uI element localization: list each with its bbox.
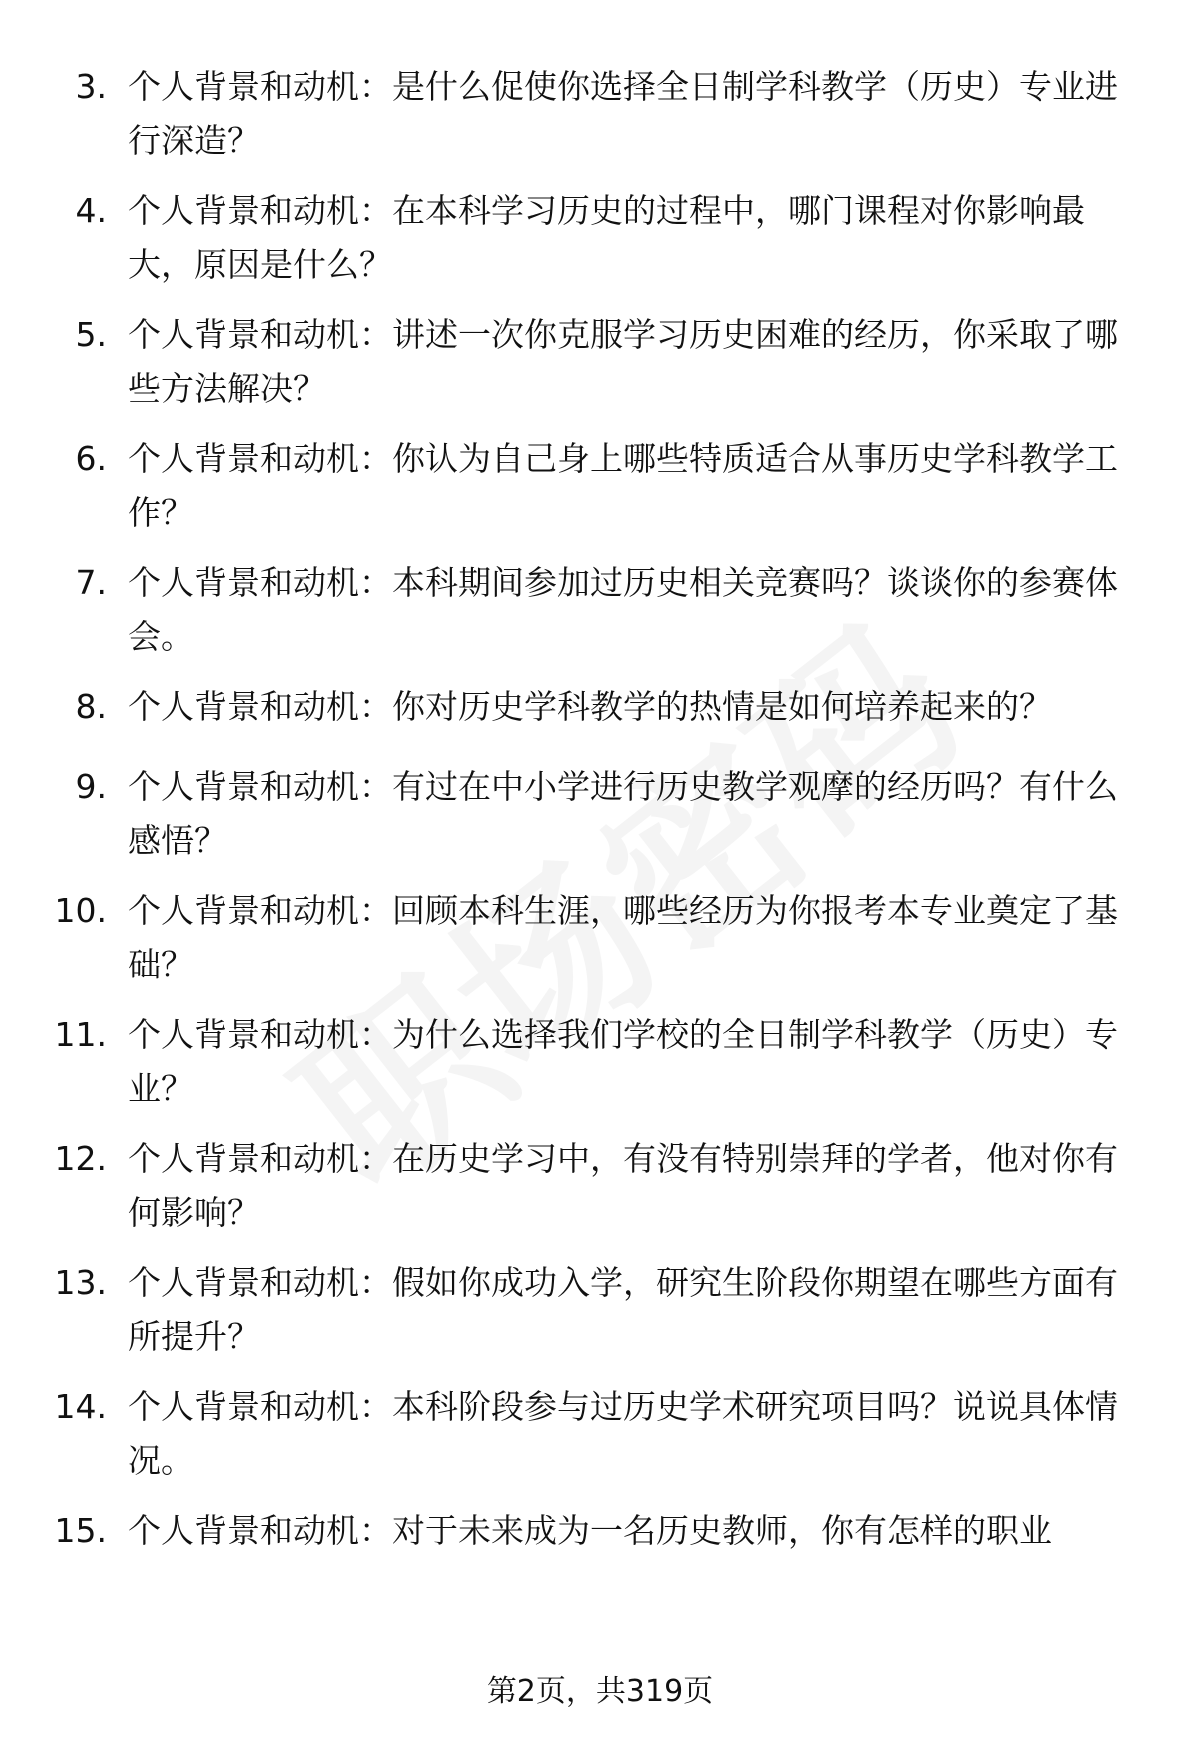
question-text: 个人背景和动机：在历史学习中，有没有特别崇拜的学者，他对你有何影响？ xyxy=(128,1139,1118,1232)
list-item xyxy=(0,308,1200,432)
question-number: 8. xyxy=(75,687,107,726)
list-item xyxy=(0,1504,1200,1564)
question-text: 个人背景和动机：本科阶段参与过历史学术研究项目吗？说说具体情况。 xyxy=(128,1387,1118,1480)
question-number: 12. xyxy=(54,1139,107,1178)
question-number: 5. xyxy=(75,315,107,354)
question-text: 个人背景和动机：假如你成功入学，研究生阶段你期望在哪些方面有所提升？ xyxy=(128,1263,1118,1356)
question-number: 6. xyxy=(75,439,107,478)
question-text: 个人背景和动机：回顾本科生涯，哪些经历为你报考本专业奠定了基础？ xyxy=(128,891,1118,984)
list-item xyxy=(0,1380,1200,1504)
question-number: 10. xyxy=(54,891,107,930)
list-item xyxy=(0,1132,1200,1256)
question-number: 4. xyxy=(75,191,107,230)
question-text: 个人背景和动机：你对历史学科教学的热情是如何培养起来的？ xyxy=(128,687,1052,726)
page-footer: 第2页，共319页 xyxy=(486,1674,714,1709)
question-text: 个人背景和动机：讲述一次你克服学习历史困难的经历，你采取了哪些方法解决？ xyxy=(128,315,1118,408)
list-item xyxy=(0,884,1200,1008)
question-text: 个人背景和动机：为什么选择我们学校的全日制学科教学（历史）专业？ xyxy=(128,1015,1118,1108)
list-item xyxy=(0,432,1200,556)
list-item xyxy=(0,184,1200,308)
list-item xyxy=(0,60,1200,184)
question-number: 11. xyxy=(54,1015,107,1054)
question-number: 7. xyxy=(75,563,107,602)
question-text: 个人背景和动机：对于未来成为一名历史教师，你有怎样的职业 xyxy=(128,1511,1052,1550)
question-number: 9. xyxy=(75,767,107,806)
question-number: 14. xyxy=(54,1387,107,1426)
question-text: 个人背景和动机：有过在中小学进行历史教学观摩的经历吗？有什么感悟？ xyxy=(128,767,1118,860)
question-text: 个人背景和动机：在本科学习历史的过程中，哪门课程对你影响最大，原因是什么？ xyxy=(128,191,1085,284)
question-number: 3. xyxy=(75,67,107,106)
list-item xyxy=(0,680,1200,760)
question-text: 个人背景和动机：你认为自己身上哪些特质适合从事历史学科教学工作？ xyxy=(128,439,1118,532)
list-item xyxy=(0,1256,1200,1380)
list-item xyxy=(0,556,1200,680)
question-number: 15. xyxy=(54,1511,107,1550)
question-list xyxy=(0,60,1200,1564)
question-text: 个人背景和动机：本科期间参加过历史相关竞赛吗？谈谈你的参赛体会。 xyxy=(128,563,1118,656)
list-item xyxy=(0,1008,1200,1132)
question-number: 13. xyxy=(54,1263,107,1302)
list-item xyxy=(0,760,1200,884)
question-text: 个人背景和动机：是什么促使你选择全日制学科教学（历史）专业进行深造？ xyxy=(128,67,1118,160)
